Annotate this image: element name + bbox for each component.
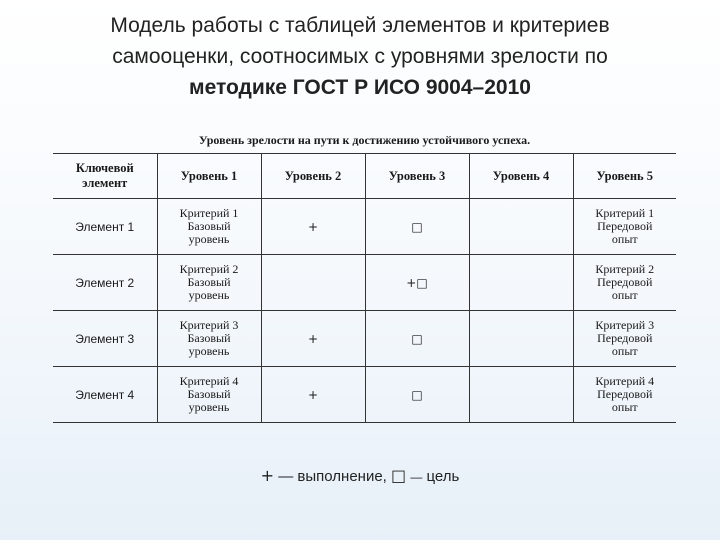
criterion-level: Базовый <box>187 275 231 289</box>
criterion-level: Базовый <box>187 331 231 345</box>
legend-square-symbol: □ <box>391 466 407 485</box>
page-title <box>40 10 680 103</box>
target-square-mark: □ <box>365 311 469 367</box>
header-level-2: Уровень 2 <box>261 154 365 199</box>
legend-square-dash: — <box>410 470 423 484</box>
criterion-level-word: опыт <box>611 232 638 246</box>
header-level-4: Уровень 4 <box>469 154 573 199</box>
empty-cell <box>469 311 573 367</box>
table-banner: Уровень зрелости на пути к достижению устойчивого успеха. <box>53 127 676 154</box>
criterion-level-word: уровень <box>188 344 230 358</box>
criterion-level: Передовой <box>597 275 653 289</box>
empty-cell <box>261 255 365 311</box>
criterion-label: Критерий 3 <box>595 318 655 332</box>
empty-cell <box>469 255 573 311</box>
criterion-label: Критерий 2 <box>179 262 239 276</box>
criterion-level: Передовой <box>597 219 653 233</box>
criterion-level: Базовый <box>187 387 231 401</box>
criterion-basic <box>157 311 261 367</box>
legend-plus-text: — выполнение, <box>278 468 387 485</box>
table-row <box>53 255 676 311</box>
criterion-label: Критерий 1 <box>595 206 655 220</box>
element-cell: Элемент 1 <box>53 199 157 255</box>
header-level-3: Уровень 3 <box>365 154 469 199</box>
empty-cell <box>469 199 573 255</box>
criterion-basic <box>157 199 261 255</box>
target-square-mark: □ <box>365 367 469 423</box>
plus-mark: + <box>261 199 365 255</box>
criterion-advanced <box>573 367 676 423</box>
target-square-mark: □ <box>365 199 469 255</box>
table-banner-row <box>53 127 676 154</box>
criterion-advanced <box>573 255 676 311</box>
maturity-table <box>53 127 676 423</box>
legend-plus-symbol: + <box>260 466 275 485</box>
criterion-advanced <box>573 311 676 367</box>
table-row <box>53 311 676 367</box>
criterion-level-word: уровень <box>188 232 230 246</box>
title-line-1: Модель работы с таблицей элементов и критериев <box>110 14 610 37</box>
criterion-label: Критерий 4 <box>179 374 239 388</box>
criterion-label: Критерий 1 <box>179 206 239 220</box>
criterion-label: Критерий 4 <box>595 374 655 388</box>
empty-cell <box>469 367 573 423</box>
title-line-2: самооценки, соотносимых с уровнями зрелости по <box>112 45 608 68</box>
criterion-level: Передовой <box>597 331 653 345</box>
criterion-level-word: опыт <box>611 400 638 414</box>
table-header-row <box>53 154 676 199</box>
legend-square-text: цель <box>426 468 460 485</box>
table-row <box>53 199 676 255</box>
criterion-level: Передовой <box>597 387 653 401</box>
criterion-label: Критерий 2 <box>595 262 655 276</box>
criterion-label: Критерий 3 <box>179 318 239 332</box>
plus-target-mark: +□ <box>365 255 469 311</box>
element-cell: Элемент 3 <box>53 311 157 367</box>
element-cell: Элемент 2 <box>53 255 157 311</box>
criterion-basic <box>157 367 261 423</box>
criterion-level-word: уровень <box>188 288 230 302</box>
title-line-3: методике ГОСТ Р ИСО 9004–2010 <box>189 76 531 99</box>
legend <box>0 466 720 485</box>
header-key-element: Ключевой элемент <box>53 154 157 199</box>
criterion-level: Базовый <box>187 219 231 233</box>
element-cell: Элемент 4 <box>53 367 157 423</box>
criterion-level-word: уровень <box>188 400 230 414</box>
criterion-level-word: опыт <box>611 344 638 358</box>
header-level-1: Уровень 1 <box>157 154 261 199</box>
header-level-5: Уровень 5 <box>573 154 676 199</box>
criterion-advanced <box>573 199 676 255</box>
table-row <box>53 367 676 423</box>
criterion-basic <box>157 255 261 311</box>
plus-mark: + <box>261 311 365 367</box>
criterion-level-word: опыт <box>611 288 638 302</box>
plus-mark: + <box>261 367 365 423</box>
